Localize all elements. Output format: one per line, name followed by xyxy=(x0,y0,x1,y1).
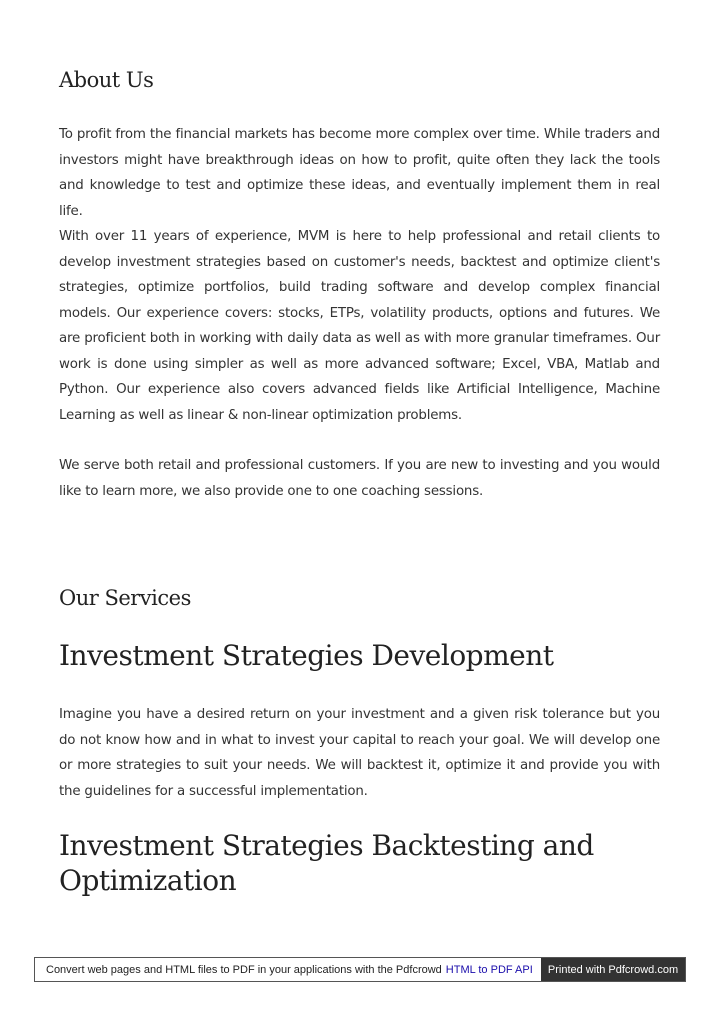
service-description-development: Imagine you have a desired return on your investment and a given risk tolerance but you do not know how and in what to invest your capital to reach your goal. We will develop one or more strategies to suit your needs. We will backtest it, optimize it and provide you with the guidelines for a successful implementation. xyxy=(59,707,660,799)
about-paragraph-2: With over 11 years of experience, MVM is here to help professional and retail clients to develop investment strategies based on customer's needs, backtest and optimize client's strategies, optimize portfolios, build trading software and develop complex financial models. Our experience covers: stocks, ETPs, volatility products, options and futures. We are proficient both in working with daily data as well as with more granular timeframes. Our work is done using simpler as well as more advanced software; Excel, VBA, Matlab and Python. Our experience also covers advanced fields like Artificial Intelligence, Machine Learning as well as linear & non-linear optimization problems. xyxy=(59,229,660,423)
pdfcrowd-footer xyxy=(34,957,686,982)
printed-with-pdfcrowd-link[interactable]: Printed with Pdfcrowd.com xyxy=(541,958,685,981)
service-title-development: Investment Strategies Development xyxy=(59,639,554,672)
services-heading: Our Services xyxy=(59,586,191,610)
about-heading: About Us xyxy=(59,68,154,92)
service-title-backtesting: Investment Strategies Backtesting and Optimization xyxy=(59,829,594,897)
footer-text: Convert web pages and HTML files to PDF in your applications with the Pdfcrowd xyxy=(46,963,442,976)
html-to-pdf-api-link[interactable]: HTML to PDF API xyxy=(445,963,533,976)
footer-message xyxy=(35,958,541,981)
about-paragraph-1: To profit from the financial markets has become more complex over time. While traders and investors might have breakthrough ideas on how to profit, quite often they lack the tools and knowledge to test and optimize these ideas, and eventually implement them in real life. xyxy=(59,127,660,219)
about-paragraph-3: We serve both retail and professional customers. If you are new to investing and you would like to learn more, we also provide one to one coaching sessions. xyxy=(59,458,660,499)
